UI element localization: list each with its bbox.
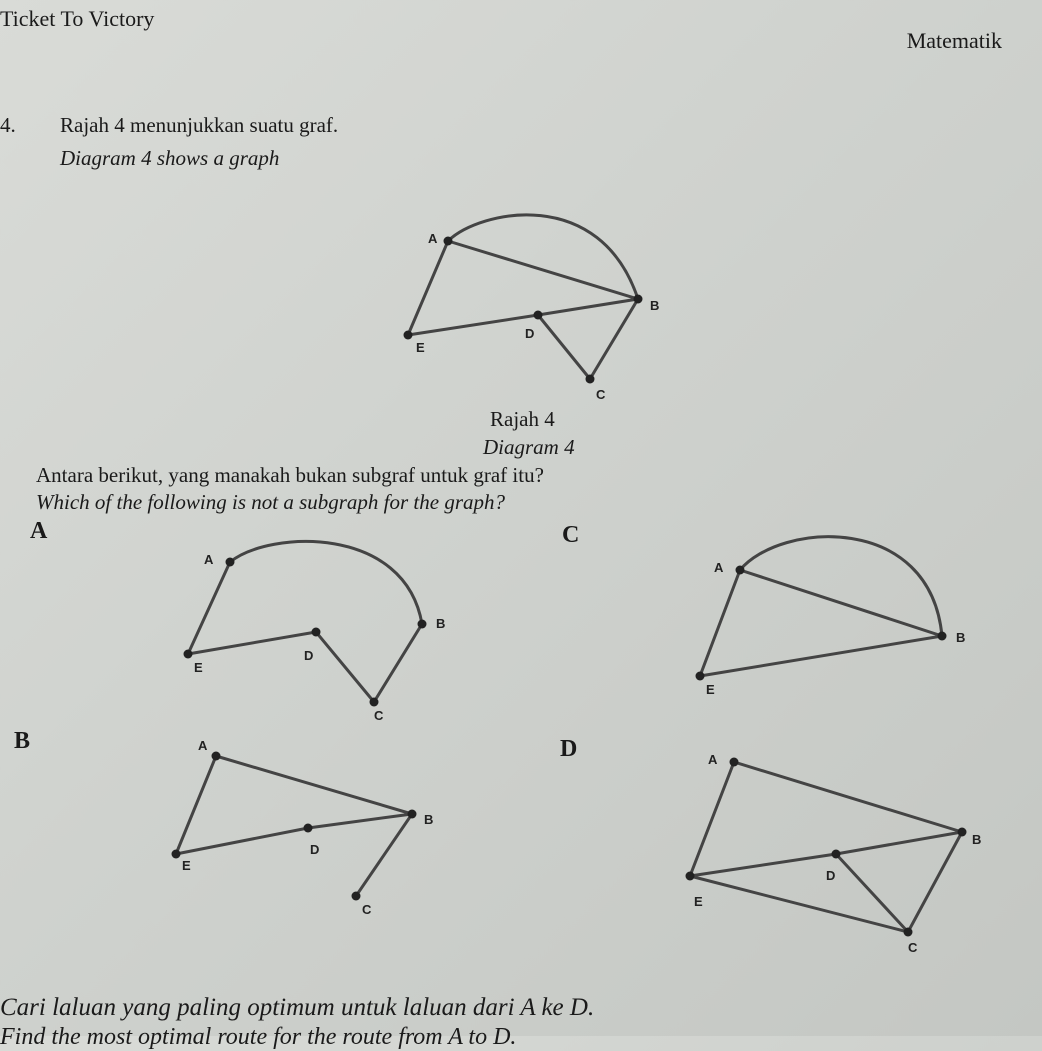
option-a-graph[interactable]	[170, 520, 446, 723]
label-d: D	[310, 842, 320, 857]
edge-b-c	[908, 832, 962, 932]
vertex-a	[212, 752, 221, 761]
label-e: E	[706, 682, 715, 697]
edge-d-c	[836, 854, 908, 932]
label-b: B	[650, 298, 660, 313]
vertex-c	[586, 375, 595, 384]
vertex-b	[408, 810, 417, 819]
label-b: B	[972, 832, 982, 847]
edge-a-e	[408, 241, 448, 335]
footer-question-english: Find the most optimal route for the route from A to D.	[0, 1024, 517, 1050]
label-e: E	[416, 340, 425, 355]
option-b-graph[interactable]	[160, 730, 440, 920]
vertex-a	[444, 237, 453, 246]
main-graph	[390, 195, 670, 415]
vertex-e	[184, 650, 193, 659]
edge-b-c	[590, 299, 638, 379]
edge-d-b	[308, 814, 412, 828]
vertex-e	[696, 672, 705, 681]
edge-b-c	[356, 814, 412, 896]
edge-b-c	[374, 624, 422, 702]
question-number: 4.	[0, 113, 16, 137]
edge-d-c	[538, 315, 590, 379]
vertex-e	[686, 872, 695, 881]
vertex-d	[534, 311, 543, 320]
label-d: D	[525, 326, 535, 341]
label-b: B	[956, 630, 966, 645]
vertex-b	[634, 295, 643, 304]
label-d: D	[304, 648, 314, 663]
option-b-label[interactable]: B	[14, 728, 31, 754]
label-c: C	[362, 902, 372, 917]
label-c: C	[374, 708, 384, 723]
vertex-e	[404, 331, 413, 340]
label-e: E	[694, 894, 703, 909]
edge-e-b	[700, 636, 942, 676]
edge-arc-a-b	[448, 215, 638, 299]
vertex-d	[304, 824, 313, 833]
option-a-label[interactable]: A	[30, 518, 48, 544]
edge-arc-a-b	[230, 541, 422, 624]
edge-a-b	[740, 570, 942, 636]
question-text-english: Diagram 4 shows a graph	[60, 146, 280, 170]
vertex-c	[370, 698, 379, 707]
option-c-graph[interactable]	[680, 522, 980, 702]
edge-e-d	[176, 828, 308, 854]
label-a: A	[708, 752, 718, 767]
label-e: E	[194, 660, 203, 675]
label-a: A	[198, 738, 208, 753]
vertex-c	[904, 928, 913, 937]
edge-a-e	[700, 570, 740, 676]
edge-a-e	[690, 762, 734, 876]
question-text-malay: Rajah 4 menunjukkan suatu graf.	[60, 113, 339, 137]
edge-a-b	[216, 756, 412, 814]
edge-d-b	[538, 299, 638, 315]
option-d-label[interactable]: D	[560, 736, 578, 762]
edge-e-d	[690, 854, 836, 876]
label-c: C	[908, 940, 918, 955]
vertex-b	[418, 620, 427, 629]
label-c: C	[596, 387, 606, 402]
question-ask-english: Which of the following is not a subgraph for the graph?	[36, 490, 506, 514]
label-e: E	[182, 858, 191, 873]
edge-a-b	[734, 762, 962, 832]
label-b: B	[424, 812, 434, 827]
edge-e-d	[408, 315, 538, 335]
edge-a-e	[188, 562, 230, 654]
vertex-e	[172, 850, 181, 859]
vertex-a	[730, 758, 739, 767]
edge-e-d	[188, 632, 316, 654]
header-title: Ticket To Victory	[0, 6, 155, 31]
option-c-label[interactable]: C	[562, 522, 580, 548]
option-d-graph[interactable]	[680, 740, 980, 960]
vertex-c	[352, 892, 361, 901]
diagram-caption-malay: Rajah 4	[490, 407, 555, 431]
label-a: A	[204, 552, 214, 567]
footer-question-malay: Cari laluan yang paling optimum untuk laluan dari A ke D.	[0, 994, 595, 1021]
label-a: A	[714, 560, 724, 575]
edge-d-c	[316, 632, 374, 702]
header-subject: Matematik	[906, 28, 1002, 53]
vertex-b	[958, 828, 967, 837]
edge-d-b	[836, 832, 962, 854]
vertex-d	[312, 628, 321, 637]
edge-e-c	[690, 876, 908, 932]
diagram-caption-english: Diagram 4	[483, 435, 575, 459]
edge-arc-a-b	[740, 537, 942, 636]
vertex-d	[832, 850, 841, 859]
label-b: B	[436, 616, 446, 631]
vertex-a	[226, 558, 235, 567]
vertex-b	[938, 632, 947, 641]
label-d: D	[826, 868, 836, 883]
label-a: A	[428, 231, 438, 246]
vertex-a	[736, 566, 745, 575]
edge-a-e	[176, 756, 216, 854]
question-ask-malay: Antara berikut, yang manakah bukan subgraf untuk graf itu?	[36, 463, 544, 487]
